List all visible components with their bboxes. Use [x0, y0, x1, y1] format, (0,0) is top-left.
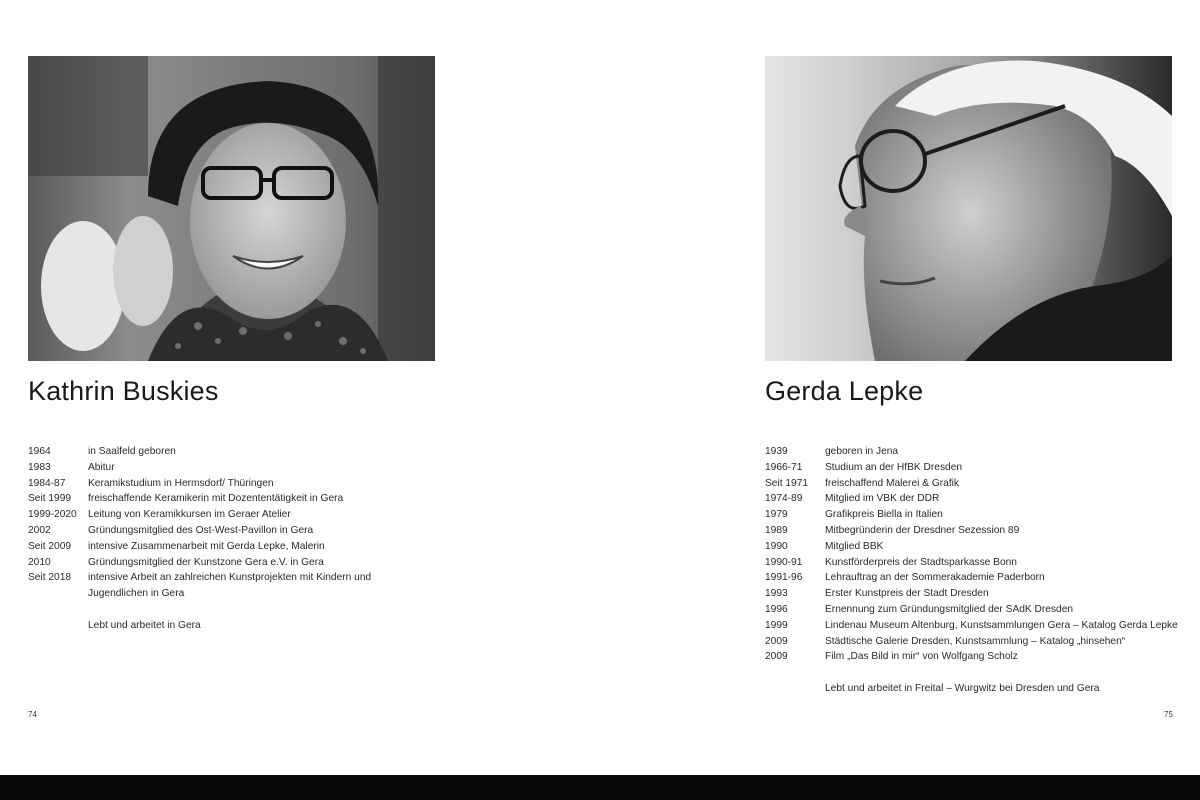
- bio-text: Lehrauftrag an der Sommerakademie Paderborn: [825, 572, 1045, 584]
- bio-year: Seit 2018: [28, 572, 72, 584]
- page-number: 74: [28, 710, 37, 719]
- bio-year: 1979: [765, 509, 788, 521]
- bio-year: 1983: [28, 461, 51, 473]
- left-page: [0, 0, 600, 775]
- portrait-photo-gerda-lepke: [765, 56, 1172, 361]
- bio-entry: [28, 491, 428, 507]
- bio-text: Leitung von Keramikkursen im Geraer Atelier: [88, 509, 291, 521]
- artist-name: Gerda Lepke: [765, 376, 924, 406]
- bio-text: Lindenau Museum Altenburg, Kunstsammlungen Gera – Katalog Gerda Lepke: [825, 619, 1178, 631]
- bio-year: 1996: [765, 603, 788, 615]
- bio-entry: [28, 507, 428, 523]
- bio-entry: [765, 523, 1185, 539]
- bio-entry: [28, 555, 428, 571]
- bio-entry: [765, 618, 1185, 634]
- bio-text: intensive Zusammenarbeit mit Gerda Lepke, Malerin: [88, 540, 325, 552]
- bio-text: freischaffend Malerei & Grafik: [825, 477, 960, 489]
- bio-entry: [765, 460, 1185, 476]
- bio-text: intensive Arbeit an zahlreichen Kunstprojekten mit Kindern und Jugendlichen in Gera: [88, 572, 372, 600]
- bio-entry: [765, 649, 1185, 665]
- bio-text: Abitur: [88, 461, 115, 473]
- bio-entry: [765, 476, 1185, 492]
- residence-note: Lebt und arbeitet in Freital – Wurgwitz bei Dresden und Gera: [825, 682, 1100, 694]
- bio-year: 1999-2020: [28, 509, 77, 521]
- biography-list: [28, 444, 428, 634]
- bio-text: Grafikpreis Biella in Italien: [825, 509, 943, 521]
- bio-year: 2002: [28, 524, 51, 536]
- bio-text: freischaffende Keramikerin mit Dozententätigkeit in Gera: [88, 493, 344, 505]
- bio-entry: [28, 539, 428, 555]
- bio-year: 1993: [765, 588, 788, 600]
- bio-year: 1990-91: [765, 556, 803, 568]
- bio-text: Studium an der HfBK Dresden: [825, 461, 963, 473]
- bio-entry: [765, 634, 1185, 650]
- bio-text: Städtische Galerie Dresden, Kunstsammlung – Katalog „hinsehen“: [825, 635, 1126, 647]
- bio-year: 2009: [765, 651, 788, 663]
- bio-year: 1989: [765, 524, 788, 536]
- bio-entry: [765, 444, 1185, 460]
- artist-name: Kathrin Buskies: [28, 376, 219, 406]
- bio-entry: [765, 555, 1185, 571]
- bio-text: Film „Das Bild in mir“ von Wolfgang Scholz: [825, 651, 1018, 663]
- bio-year: 1974-89: [765, 493, 803, 505]
- bio-entry: [765, 491, 1185, 507]
- bio-year: 1939: [765, 446, 788, 457]
- bio-entry: [765, 539, 1185, 555]
- bio-year: Seit 2009: [28, 540, 72, 552]
- residence-note: Lebt und arbeitet in Gera: [88, 619, 201, 631]
- biography-list: [765, 444, 1185, 697]
- bio-text: Mitbegründerin der Dresdner Sezession 89: [825, 524, 1020, 536]
- bio-text: Mitglied BBK: [825, 540, 884, 552]
- bio-text: in Saalfeld geboren: [88, 446, 176, 457]
- portrait-photo-kathrin-buskies: [28, 56, 435, 361]
- bio-year: 2010: [28, 556, 51, 568]
- bottom-black-bar: [0, 775, 1200, 800]
- bio-year: 1964: [28, 446, 51, 457]
- bio-entry: [765, 507, 1185, 523]
- bio-text: Gründungsmitglied des Ost-West-Pavillon in Gera: [88, 524, 314, 536]
- bio-entry: [28, 523, 428, 539]
- bio-year: Seit 1971: [765, 477, 809, 489]
- bio-entry: [28, 476, 428, 492]
- bio-year: 1990: [765, 540, 788, 552]
- bio-year: 2009: [765, 635, 788, 647]
- bio-year: 1991-96: [765, 572, 803, 584]
- bio-text: Gründungsmitglied der Kunstzone Gera e.V. in Gera: [88, 556, 324, 568]
- bio-entry: [28, 460, 428, 476]
- bio-year: 1984-87: [28, 477, 66, 489]
- bio-entry: [28, 444, 428, 460]
- page-number: 75: [1164, 710, 1173, 719]
- bio-text: Mitglied im VBK der DDR: [825, 493, 940, 505]
- bio-entry: [765, 602, 1185, 618]
- bio-year: 1966-71: [765, 461, 803, 473]
- bio-text: Kunstförderpreis der Stadtsparkasse Bonn: [825, 556, 1017, 568]
- bio-text: Erster Kunstpreis der Stadt Dresden: [825, 588, 989, 600]
- bio-text: Ernennung zum Gründungsmitglied der SAdK Dresden: [825, 603, 1074, 615]
- bio-text: geboren in Jena: [825, 446, 899, 457]
- bio-year: Seit 1999: [28, 493, 72, 505]
- bio-entry: [765, 570, 1185, 586]
- bio-entry: [28, 570, 428, 602]
- bio-year: 1999: [765, 619, 788, 631]
- bio-text: Keramikstudium in Hermsdorf/ Thüringen: [88, 477, 274, 489]
- bio-entry: [765, 586, 1185, 602]
- right-page: [600, 0, 1200, 775]
